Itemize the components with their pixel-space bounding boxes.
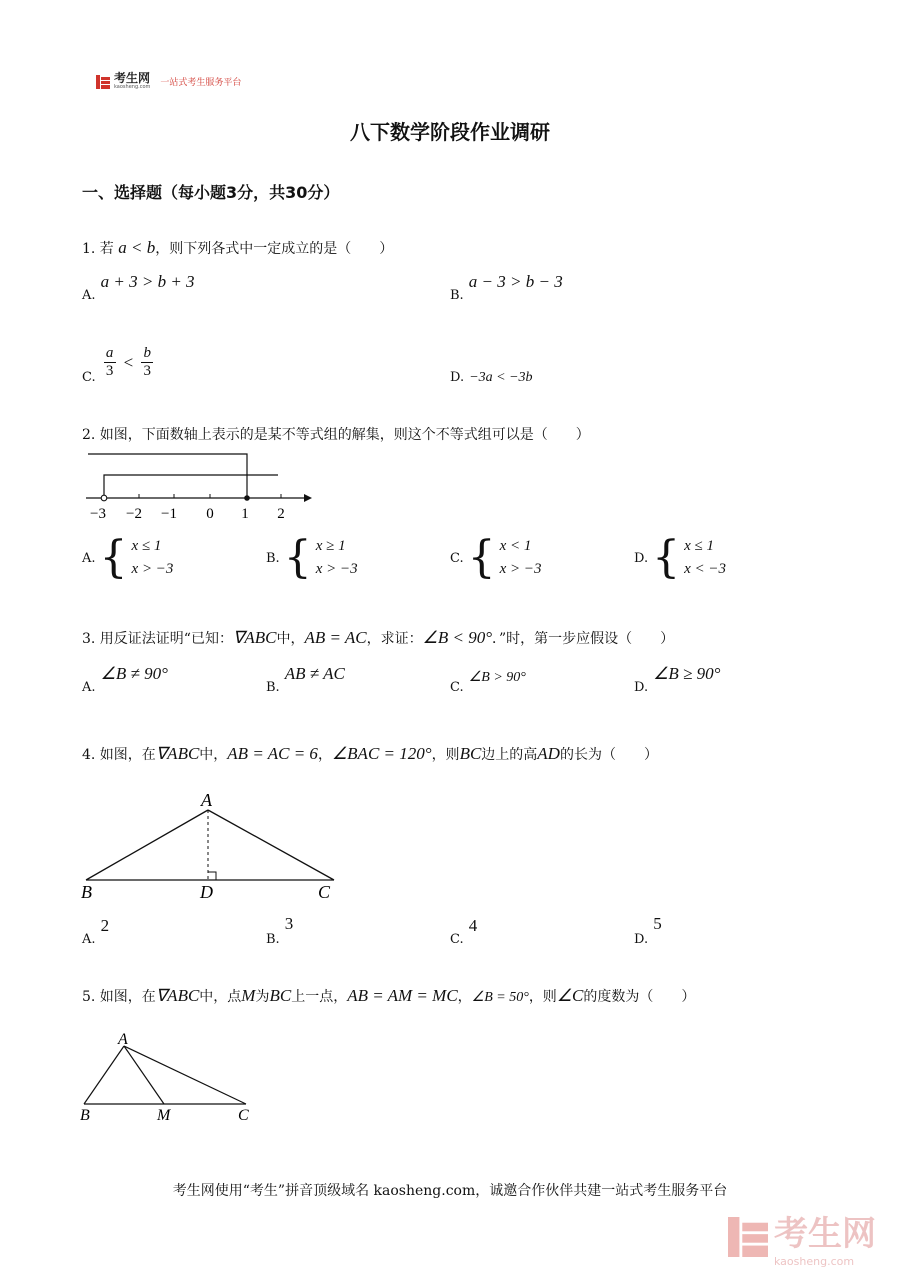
q4-height: AD [537, 744, 560, 763]
question-5-stem [82, 986, 695, 1006]
question-4-stem [82, 744, 658, 764]
q5-angle: ∠B = 50° [471, 990, 529, 1005]
option-math: 5 [653, 914, 662, 933]
q4-side: BC [459, 744, 482, 763]
closed-point [244, 495, 250, 501]
system-line-1: x ≤ 1 [131, 538, 162, 554]
tick-label: −2 [126, 506, 142, 522]
q4-text-b: 中， [199, 747, 228, 763]
brace-icon: { [652, 532, 681, 583]
q1-option-a[interactable] [82, 272, 195, 304]
q4-sep: ， [317, 747, 332, 763]
q3-claim: ∠B < 90° [422, 628, 493, 647]
lower-bracket [104, 475, 278, 498]
vertex-label-m: M [157, 1107, 171, 1124]
q5-text-d: 上一点， [291, 989, 348, 1005]
watermark [728, 1206, 876, 1268]
q3-text-d: ．”时，第一步应假设（ ） [492, 631, 675, 647]
option-label: D. [450, 370, 465, 385]
q5-equation: AB = AM = MC [347, 986, 458, 1005]
axis-arrow [304, 494, 312, 502]
footer-text: 考生网使用“考生”拼音顶级域名 kaosheng.com，诚邀合作伙伴共建一站式考生服务平台 [172, 1183, 728, 1199]
numerator-a: a [105, 345, 114, 361]
q1-option-d[interactable] [450, 366, 533, 386]
q4-text-a: 4. 如图，在 [82, 747, 156, 763]
open-point [101, 495, 107, 501]
option-math: 2 [100, 916, 110, 935]
option-label: B. [266, 932, 280, 947]
q5-text-a: 5. 如图，在 [82, 989, 156, 1005]
q5-text-c: 为 [255, 989, 270, 1005]
q3-option-a[interactable] [82, 664, 168, 696]
number-line-figure [82, 450, 322, 522]
q4-option-a[interactable] [82, 916, 110, 948]
q3-triangle: ∇ABC [232, 628, 277, 647]
q3-option-b[interactable] [266, 664, 345, 696]
vertex-label-d: D [200, 882, 213, 902]
q5-target: ∠C [556, 986, 584, 1005]
vertex-label-c: C [318, 882, 331, 902]
q4-option-b[interactable] [266, 914, 294, 948]
q3-equation: AB = AC [304, 628, 367, 647]
page-title: 八下数学阶段作业调研 [350, 120, 550, 144]
vertex-label-c: C [238, 1107, 249, 1124]
option-math: 3 [284, 914, 294, 933]
q1-text-a: 1. 若 [82, 241, 114, 257]
brace-icon: { [99, 532, 128, 583]
tick-label: 2 [277, 506, 285, 522]
q3-text-c: ，求证： [366, 631, 423, 647]
tick-label: −3 [90, 506, 106, 522]
q5-sep: ， [457, 989, 472, 1005]
side-ac [208, 810, 334, 880]
denominator-b: 3 [143, 363, 151, 379]
q5-triangle-figure [78, 1028, 268, 1128]
q4-equation: AB = AC = 6 [227, 744, 318, 763]
section-heading: 一、选择题（每小题3分，共30分） [82, 183, 340, 202]
vertex-label-a: A [118, 1031, 128, 1048]
option-label: D. [634, 680, 649, 695]
brace-icon: { [283, 532, 312, 583]
option-label: A. [82, 288, 96, 303]
q1-option-c[interactable] [82, 340, 153, 385]
q5-text-e: ，则 [528, 989, 557, 1005]
q5-text-b: 中，点 [199, 989, 242, 1005]
tick-label: 1 [241, 506, 249, 522]
q4-text-d: 边上的高 [481, 747, 538, 763]
watermark-name: 考生网 [774, 1214, 876, 1254]
fraction-a [104, 345, 116, 380]
option-math: ∠B ≠ 90° [100, 664, 168, 683]
brace-icon: { [467, 532, 496, 583]
vertex-label-b: B [80, 1107, 90, 1124]
tick-label: 0 [206, 506, 214, 522]
option-math: AB ≠ AC [284, 664, 345, 683]
q3-option-c[interactable] [450, 670, 526, 696]
tick-label: −1 [161, 506, 177, 522]
q2-option-b[interactable] [266, 532, 358, 583]
option-label: C. [450, 550, 464, 566]
watermark-logo-icon [728, 1217, 768, 1257]
logo-slogan: 一站式考生服务平台 [160, 77, 242, 88]
q2-option-c[interactable] [450, 532, 542, 583]
option-math: 4 [468, 916, 478, 935]
logo-icon [96, 74, 110, 88]
system-line-1: x < 1 [499, 538, 532, 554]
q1-condition: a < b [118, 238, 156, 257]
q4-text-e: 的长为（ ） [559, 747, 658, 763]
system-line-2: x > −3 [499, 561, 542, 577]
option-label: D. [634, 932, 649, 947]
watermark-domain: kaosheng.com [774, 1255, 855, 1268]
q4-option-c[interactable] [450, 916, 478, 948]
system-line-1: x ≥ 1 [315, 538, 346, 554]
q1-text-b: ，则下列各式中一定成立的是（ ） [155, 241, 394, 257]
q5-text-f: 的度数为（ ） [583, 989, 696, 1005]
system-line-2: x < −3 [684, 561, 726, 577]
fraction-operator: < [123, 352, 134, 372]
side-ab [86, 810, 208, 880]
system-line-2: x > −3 [131, 561, 174, 577]
q4-text-c: ，则 [431, 747, 460, 763]
option-label: B. [266, 550, 280, 566]
logo-name: 考生网 [114, 71, 151, 85]
right-angle-mark [208, 872, 216, 880]
upper-bracket [88, 454, 247, 498]
q3-text-b: 中， [276, 631, 305, 647]
q2-option-d[interactable] [634, 532, 726, 583]
q4-triangle: ∇ABC [155, 744, 200, 763]
vertex-label-a: A [201, 790, 212, 810]
option-math: a − 3 > b − 3 [468, 272, 563, 291]
option-label: C. [82, 370, 96, 385]
option-label: C. [450, 932, 464, 947]
logo-domain: kaosheng.com [114, 84, 151, 90]
q5-point: M [241, 986, 256, 1005]
option-math: −3a < −3b [469, 370, 533, 385]
option-label: A. [82, 680, 96, 695]
q4-triangle-figure [78, 786, 348, 906]
vertex-label-b: B [81, 882, 92, 902]
q4-angle: ∠BAC = 120° [331, 744, 432, 763]
question-1-stem [82, 238, 393, 258]
segment-am [124, 1046, 164, 1104]
q3-text-a: 3. 用反证法证明“已知： [82, 631, 233, 647]
denominator-a: 3 [105, 363, 114, 379]
q2-option-a[interactable] [82, 532, 174, 583]
option-math: ∠B ≥ 90° [653, 664, 721, 683]
q1-option-b[interactable] [450, 272, 563, 304]
question-3-stem [82, 628, 674, 648]
q4-option-d[interactable] [634, 914, 662, 948]
option-math: ∠B > 90° [468, 670, 526, 685]
question-2-stem: 2. 如图，下面数轴上表示的是某不等式组的解集，则这个不等式组可以是（ ） [82, 427, 590, 443]
q5-side: BC [269, 986, 292, 1005]
q5-triangle: ∇ABC [155, 986, 200, 1005]
option-label: B. [450, 288, 464, 303]
fraction-b [141, 345, 153, 380]
option-label: A. [82, 550, 96, 566]
q3-option-d[interactable] [634, 664, 721, 696]
option-label: A. [82, 932, 96, 947]
system-line-1: x ≤ 1 [684, 538, 714, 554]
side-ac [124, 1046, 246, 1104]
header-logo [96, 72, 241, 90]
option-label: B. [266, 680, 280, 695]
system-line-2: x > −3 [315, 561, 358, 577]
numerator-b: b [143, 345, 151, 361]
option-math: a + 3 > b + 3 [100, 272, 195, 291]
option-label: D. [634, 550, 649, 566]
option-label: C. [450, 680, 464, 695]
side-ab [84, 1046, 124, 1104]
